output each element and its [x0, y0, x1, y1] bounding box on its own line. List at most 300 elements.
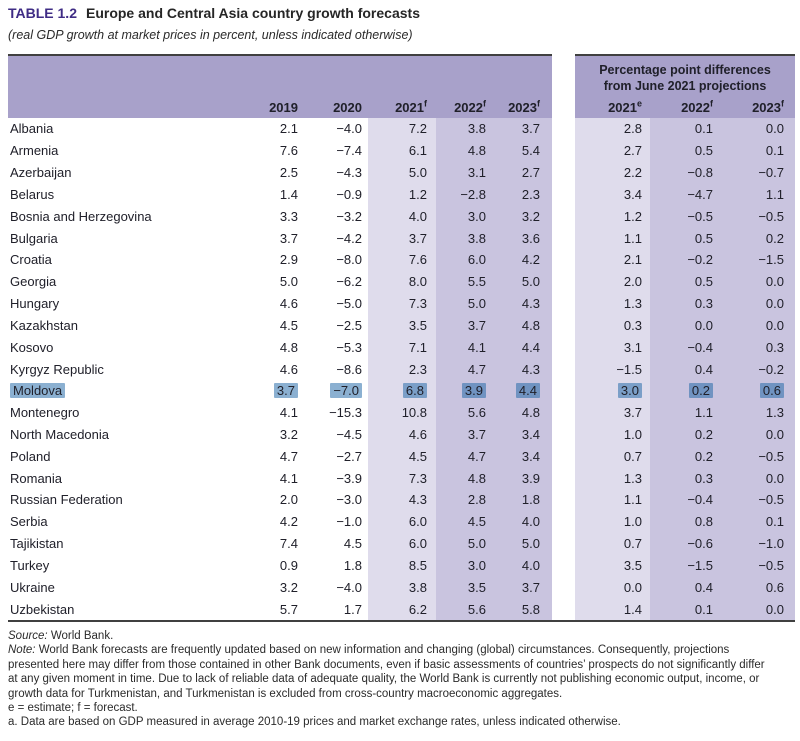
country-name: Kosovo [10, 339, 54, 355]
table-row [8, 576, 795, 598]
diff-2023-cell: 0.0 [721, 467, 795, 489]
source-label: Source: [8, 630, 48, 643]
country-name: Azerbaijan [10, 165, 72, 181]
diff-2023-cell: 0.6 [721, 576, 795, 598]
country-name-cell [8, 249, 240, 271]
table-title-line [8, 5, 800, 22]
country-name: Bosnia and Herzegovina [10, 208, 152, 224]
diff-2021-cell: 1.0 [575, 424, 650, 446]
diff-2022-cell: −1.5 [650, 555, 721, 577]
diff-2023-cell: 0.0 [721, 271, 795, 293]
country-name-cell [8, 402, 240, 424]
diff-2023-cell: −0.5 [721, 555, 795, 577]
value-2023-cell: 4.0 [494, 555, 552, 577]
value-2022-cell: 5.6 [436, 598, 494, 620]
country-name-cell [8, 555, 240, 577]
column-gap [552, 205, 575, 227]
diff-2023-cell: 0.0 [721, 314, 795, 336]
column-gap [552, 598, 575, 620]
column-gap [552, 380, 575, 402]
table-bottom-rule [8, 620, 795, 622]
value-2021-cell: 1.2 [368, 183, 436, 205]
diff-2021-cell: 0.3 [575, 314, 650, 336]
value-2020-cell: −15.3 [329, 405, 362, 421]
value-2023-cell: 3.9 [494, 467, 552, 489]
diff-2023-cell: −0.5 [721, 489, 795, 511]
value-2021-cell: 6.1 [368, 140, 436, 162]
diff-2021-cell: 0.7 [575, 445, 650, 467]
diff-2022-cell: 0.4 [650, 576, 721, 598]
table-row [8, 424, 795, 446]
note-text: World Bank forecasts are frequently updated based on new information and changing (global) circumstances. Consequently, projections presented here may differ from those contained in other Bank documents, even if basic assessments of countries’ prospects do not significantly differ at any given moment in time. Due to lack of reliable data of adequate quality, the World Bank is currently not publishing economic output, income, or growth data for Turkmenistan, and Turkmenistan is excluded from cross-country macroeconomic aggregates. [8, 644, 765, 700]
diff-2021-cell: 1.3 [575, 467, 650, 489]
value-2022-cell: 5.0 [436, 533, 494, 555]
diff-2022-cell: −0.6 [650, 533, 721, 555]
value-2022-cell: 3.9 [436, 380, 494, 402]
value-2021-cell: 3.8 [368, 576, 436, 598]
diff-2022-cell: −4.7 [650, 183, 721, 205]
country-name-cell [8, 424, 240, 446]
column-gap [552, 467, 575, 489]
note-label: Note: [8, 644, 36, 657]
value-2019-cell: 5.7 [279, 601, 298, 617]
diff-2023-cell: −0.2 [721, 358, 795, 380]
value-2023-cell: 5.0 [494, 533, 552, 555]
country-name-cell [8, 533, 240, 555]
value-2023-cell: 3.4 [494, 445, 552, 467]
diff-2021-cell: 2.8 [575, 118, 650, 140]
col-header-year: 2022$^f$ [681, 98, 713, 115]
country-name-cell [8, 380, 240, 402]
col-header-year: 2023$^f$ [752, 98, 784, 115]
value-2021-cell: 4.5 [368, 445, 436, 467]
table-row [8, 140, 795, 162]
diff-caption-line1: Percentage point differences [599, 63, 771, 77]
value-2019-cell: 4.2 [279, 514, 298, 530]
country-name: Ukraine [10, 579, 55, 595]
value-2021-cell: 10.8 [368, 402, 436, 424]
value-2022-cell: 5.0 [436, 293, 494, 315]
diff-2021-cell: 0.7 [575, 533, 650, 555]
table-row [8, 511, 795, 533]
value-2023-cell: 4.4 [494, 380, 552, 402]
diff-2022-cell: 0.2 [650, 424, 721, 446]
column-gap [552, 424, 575, 446]
diff-2022-cell: 0.5 [650, 140, 721, 162]
diff-caption [575, 56, 795, 94]
header-gap [552, 54, 575, 118]
table-body [8, 118, 795, 620]
value-2022-cell: 5.6 [436, 402, 494, 424]
value-2021-cell: 5.0 [368, 162, 436, 184]
value-2023-cell: 2.7 [494, 162, 552, 184]
value-2022-cell: 4.8 [436, 467, 494, 489]
diff-2021-cell: −1.5 [575, 358, 650, 380]
value-2022-cell: 3.0 [436, 205, 494, 227]
value-2021-cell: 6.0 [368, 511, 436, 533]
column-gap [552, 140, 575, 162]
value-2021-cell: 4.0 [368, 205, 436, 227]
column-gap [552, 118, 575, 140]
diff-2021-cell: 1.3 [575, 293, 650, 315]
diff-2021-cell: 1.0 [575, 511, 650, 533]
diff-2021-cell: 1.2 [575, 205, 650, 227]
value-2020-cell: 1.7 [343, 601, 362, 617]
value-2019-cell: 0.9 [279, 557, 298, 573]
diff-2021-cell: 0.0 [575, 576, 650, 598]
table-row [8, 271, 795, 293]
value-2020-cell: −0.9 [336, 186, 362, 202]
table-row [8, 467, 795, 489]
table-row [8, 598, 795, 620]
footnote-source [8, 629, 765, 643]
diff-2021-cell: 1.4 [575, 598, 650, 620]
country-name-cell [8, 183, 240, 205]
country-name: Armenia [10, 143, 59, 159]
diff-2022-cell: 0.1 [650, 118, 721, 140]
value-2022-cell: 3.7 [436, 424, 494, 446]
diff-2021-cell: 3.7 [575, 402, 650, 424]
column-gap [552, 249, 575, 271]
country-name: Montenegro [10, 405, 80, 421]
table-row [8, 162, 795, 184]
country-name: Russian Federation [10, 492, 123, 508]
column-gap [552, 533, 575, 555]
value-2019-cell: 4.1 [279, 470, 298, 486]
value-2023-cell: 4.3 [494, 293, 552, 315]
value-2019-cell: 4.7 [279, 448, 298, 464]
table-number-label: TABLE 1.2 [8, 5, 77, 21]
country-name: Tajikistan [10, 536, 64, 552]
value-2019-cell: 2.9 [279, 252, 298, 268]
country-name: Kazakhstan [10, 317, 78, 333]
diff-2021-cell: 2.2 [575, 162, 650, 184]
value-2019-cell: 2.5 [279, 165, 298, 181]
value-2023-cell: 4.4 [494, 336, 552, 358]
value-2022-cell: 4.5 [436, 511, 494, 533]
value-2021-cell: 7.2 [368, 118, 436, 140]
value-2020-cell: −8.0 [336, 252, 362, 268]
value-2020-cell: −8.6 [336, 361, 362, 377]
value-2021-cell: 7.1 [368, 336, 436, 358]
value-2019-cell: 3.2 [279, 427, 298, 442]
value-2022-cell: 6.0 [436, 249, 494, 271]
page-title: Europe and Central Asia country growth forecasts [85, 5, 420, 21]
value-2019-cell: 7.6 [279, 143, 298, 159]
column-gap [552, 489, 575, 511]
diff-2022-cell: 0.2 [650, 445, 721, 467]
diff-2022-cell: 0.0 [650, 314, 721, 336]
diff-2022-cell: 0.3 [650, 293, 721, 315]
value-2020-cell: −7.4 [336, 143, 362, 159]
diff-2023-cell: 1.1 [721, 183, 795, 205]
column-gap [552, 576, 575, 598]
source-text: World Bank. [47, 630, 114, 643]
country-name-cell [8, 489, 240, 511]
country-name-cell [8, 445, 240, 467]
diff-2022-cell: 0.2 [650, 380, 721, 402]
value-2023-cell: 3.7 [494, 576, 552, 598]
diff-2023-cell: 0.0 [721, 293, 795, 315]
diff-2021-cell: 3.4 [575, 183, 650, 205]
diff-2022-cell: −0.5 [650, 205, 721, 227]
value-2020-cell: −4.0 [336, 121, 362, 137]
country-name-cell [8, 205, 240, 227]
value-2019-cell: 4.5 [279, 317, 298, 333]
column-gap [552, 358, 575, 380]
value-2023-cell: 3.7 [494, 118, 552, 140]
value-2022-cell: −2.8 [436, 183, 494, 205]
value-2020-cell: −4.0 [336, 579, 362, 595]
country-name: Belarus [10, 186, 55, 202]
diff-2023-cell: 0.1 [721, 140, 795, 162]
value-2022-cell: 3.8 [436, 118, 494, 140]
value-2022-cell: 4.8 [436, 140, 494, 162]
column-gap [552, 271, 575, 293]
diff-2021-cell: 1.1 [575, 227, 650, 249]
value-2022-cell: 4.7 [436, 358, 494, 380]
diff-2021-cell: 2.0 [575, 271, 650, 293]
value-2023-cell: 3.6 [494, 227, 552, 249]
value-2019-cell: 2.1 [279, 121, 298, 137]
value-2020-cell: −2.7 [336, 448, 362, 464]
diff-year-headers [575, 100, 795, 118]
value-2021-cell: 3.7 [368, 227, 436, 249]
value-2022-cell: 3.5 [436, 576, 494, 598]
diff-2023-cell: −1.5 [721, 249, 795, 271]
value-2021-cell: 8.5 [368, 555, 436, 577]
country-name: Hungary [10, 296, 60, 312]
value-2023-cell: 4.3 [494, 358, 552, 380]
value-2019-cell: 5.0 [279, 274, 298, 290]
diff-header-band [575, 54, 795, 118]
table-subtitle: (real GDP growth at market prices in percent, unless indicated otherwise) [8, 28, 413, 42]
value-2023-cell: 3.2 [494, 205, 552, 227]
diff-2022-cell: 1.1 [650, 402, 721, 424]
value-2019-cell: 7.4 [279, 536, 298, 552]
column-gap [552, 402, 575, 424]
diff-2023-cell: 0.0 [721, 424, 795, 446]
table-row [8, 293, 795, 315]
footnote-note [8, 643, 765, 701]
value-2022-cell: 3.7 [436, 314, 494, 336]
column-gap [552, 183, 575, 205]
country-name: Croatia [10, 252, 52, 268]
col-header-year: 2020 [333, 100, 362, 115]
value-2021-cell: 7.3 [368, 293, 436, 315]
value-2021-cell: 8.0 [368, 271, 436, 293]
column-gap [552, 162, 575, 184]
diff-2021-cell: 3.5 [575, 555, 650, 577]
value-2020-cell: −5.3 [336, 339, 362, 355]
value-2019-cell: 4.1 [279, 405, 298, 421]
table-row [8, 227, 795, 249]
value-2019-cell: 3.3 [279, 208, 298, 224]
diff-2023-cell: 0.0 [721, 598, 795, 620]
country-name: Uzbekistan [10, 601, 75, 617]
value-2020-cell: −4.5 [336, 427, 362, 442]
country-name-cell [8, 140, 240, 162]
diff-2023-cell: 1.3 [721, 402, 795, 424]
diff-2022-cell: −0.2 [650, 249, 721, 271]
country-name: Kyrgyz Republic [10, 361, 104, 377]
value-2022-cell: 3.1 [436, 162, 494, 184]
country-name: Albania [10, 121, 54, 137]
value-2019-cell: 3.7 [240, 380, 304, 402]
country-name: Serbia [10, 514, 48, 530]
diff-2021-cell: 3.1 [575, 336, 650, 358]
diff-2023-cell: 0.0 [721, 118, 795, 140]
value-2020-cell: −3.2 [336, 208, 362, 224]
country-name-cell [8, 118, 240, 140]
value-2021-cell: 4.3 [368, 489, 436, 511]
value-2019-cell: 4.6 [279, 296, 298, 312]
diff-2023-cell: 0.2 [721, 227, 795, 249]
column-gap [552, 511, 575, 533]
diff-2022-cell: 0.8 [650, 511, 721, 533]
diff-2021-cell: 1.1 [575, 489, 650, 511]
value-2023-cell: 1.8 [494, 489, 552, 511]
value-2019-cell: 4.8 [279, 339, 298, 355]
diff-2023-cell: −0.7 [721, 162, 795, 184]
value-2020-cell: −3.9 [336, 470, 362, 486]
country-name-cell [8, 162, 240, 184]
value-2019-cell: 4.6 [279, 361, 298, 377]
country-name-cell [8, 511, 240, 533]
diff-2022-cell: −0.4 [650, 489, 721, 511]
value-2023-cell: 5.4 [494, 140, 552, 162]
value-2022-cell: 2.8 [436, 489, 494, 511]
value-2023-cell: 4.8 [494, 402, 552, 424]
diff-2021-cell: 2.7 [575, 140, 650, 162]
country-name: Turkey [10, 557, 50, 573]
value-2022-cell: 4.7 [436, 445, 494, 467]
country-name-cell [8, 467, 240, 489]
value-2021-cell: 3.5 [368, 314, 436, 336]
value-2021-cell: 6.8 [368, 380, 436, 402]
main-header-band [8, 54, 552, 118]
footnotes [8, 629, 765, 730]
value-2020-cell: −7.0 [304, 380, 368, 402]
country-name: Moldova [10, 383, 65, 398]
table-row [8, 358, 795, 380]
country-name-cell [8, 576, 240, 598]
value-2019-cell: 3.2 [279, 579, 298, 595]
value-2020-cell: −2.5 [336, 317, 362, 333]
value-2023-cell: 3.4 [494, 424, 552, 446]
footnote-legend: e = estimate; f = forecast. [8, 702, 138, 715]
table-row [8, 336, 795, 358]
value-2023-cell: 4.8 [494, 314, 552, 336]
footnote-a: a. Data are based on GDP measured in average 2010-19 prices and market exchange rates, unless indicated otherwise. [8, 716, 621, 729]
table-row [8, 402, 795, 424]
value-2022-cell: 3.8 [436, 227, 494, 249]
col-header-year: 2021$^f$ [395, 98, 427, 115]
value-2020-cell: −5.0 [336, 296, 362, 312]
table-row [8, 183, 795, 205]
country-name-cell [8, 314, 240, 336]
value-2023-cell: 5.8 [494, 598, 552, 620]
table-row [8, 249, 795, 271]
country-name-cell [8, 598, 240, 620]
table-header [8, 54, 795, 118]
col-header-year: 2022$^f$ [454, 98, 486, 115]
country-name-cell [8, 293, 240, 315]
diff-2023-cell: −1.0 [721, 533, 795, 555]
diff-2023-cell: −0.5 [721, 445, 795, 467]
forecast-table [8, 54, 795, 622]
table-row [8, 555, 795, 577]
diff-2022-cell: 0.3 [650, 467, 721, 489]
value-2020-cell: 1.8 [343, 557, 362, 573]
value-2021-cell: 6.2 [368, 598, 436, 620]
diff-2021-cell: 2.1 [575, 249, 650, 271]
value-2023-cell: 2.3 [494, 183, 552, 205]
country-name: Romania [10, 470, 63, 486]
column-gap [552, 314, 575, 336]
country-name: Poland [10, 448, 51, 464]
value-2019-cell: 3.7 [279, 230, 298, 246]
value-2019-cell: 1.4 [279, 186, 298, 202]
value-2023-cell: 4.0 [494, 511, 552, 533]
value-2022-cell: 3.0 [436, 555, 494, 577]
main-year-headers [240, 100, 552, 115]
table-row [8, 489, 795, 511]
value-2020-cell: −3.0 [336, 492, 362, 508]
table-row [8, 380, 795, 402]
value-2020-cell: −6.2 [336, 274, 362, 290]
value-2021-cell: 2.3 [368, 358, 436, 380]
diff-2022-cell: −0.4 [650, 336, 721, 358]
country-name-cell [8, 358, 240, 380]
table-row [8, 314, 795, 336]
diff-2023-cell: 0.6 [721, 380, 795, 402]
diff-2023-cell: −0.5 [721, 205, 795, 227]
diff-2022-cell: 0.4 [650, 358, 721, 380]
country-name: Bulgaria [10, 230, 58, 246]
value-2020-cell: −1.0 [336, 514, 362, 530]
value-2020-cell: −4.2 [336, 230, 362, 246]
table-row [8, 118, 795, 140]
value-2022-cell: 5.5 [436, 271, 494, 293]
diff-2021-cell: 3.0 [575, 380, 650, 402]
diff-2023-cell: 0.3 [721, 336, 795, 358]
diff-2023-cell: 0.1 [721, 511, 795, 533]
column-gap [552, 336, 575, 358]
diff-2022-cell: −0.8 [650, 162, 721, 184]
value-2021-cell: 7.3 [368, 467, 436, 489]
col-header-year: 2019 [269, 100, 298, 115]
country-name-cell [8, 336, 240, 358]
column-gap [552, 555, 575, 577]
value-2020-cell: −4.3 [336, 165, 362, 181]
table-row [8, 445, 795, 467]
diff-2022-cell: 0.1 [650, 598, 721, 620]
col-header-year: 2023$^f$ [508, 98, 540, 115]
value-2021-cell: 6.0 [368, 533, 436, 555]
value-2023-cell: 4.2 [494, 249, 552, 271]
table-row [8, 533, 795, 555]
country-name: North Macedonia [10, 427, 109, 442]
value-2020-cell: 4.5 [343, 536, 362, 552]
col-header-year: 2021e [608, 98, 642, 115]
diff-2022-cell: 0.5 [650, 227, 721, 249]
diff-2022-cell: 0.5 [650, 271, 721, 293]
country-name-cell [8, 227, 240, 249]
value-2023-cell: 5.0 [494, 271, 552, 293]
column-gap [552, 227, 575, 249]
value-2021-cell: 4.6 [368, 424, 436, 446]
